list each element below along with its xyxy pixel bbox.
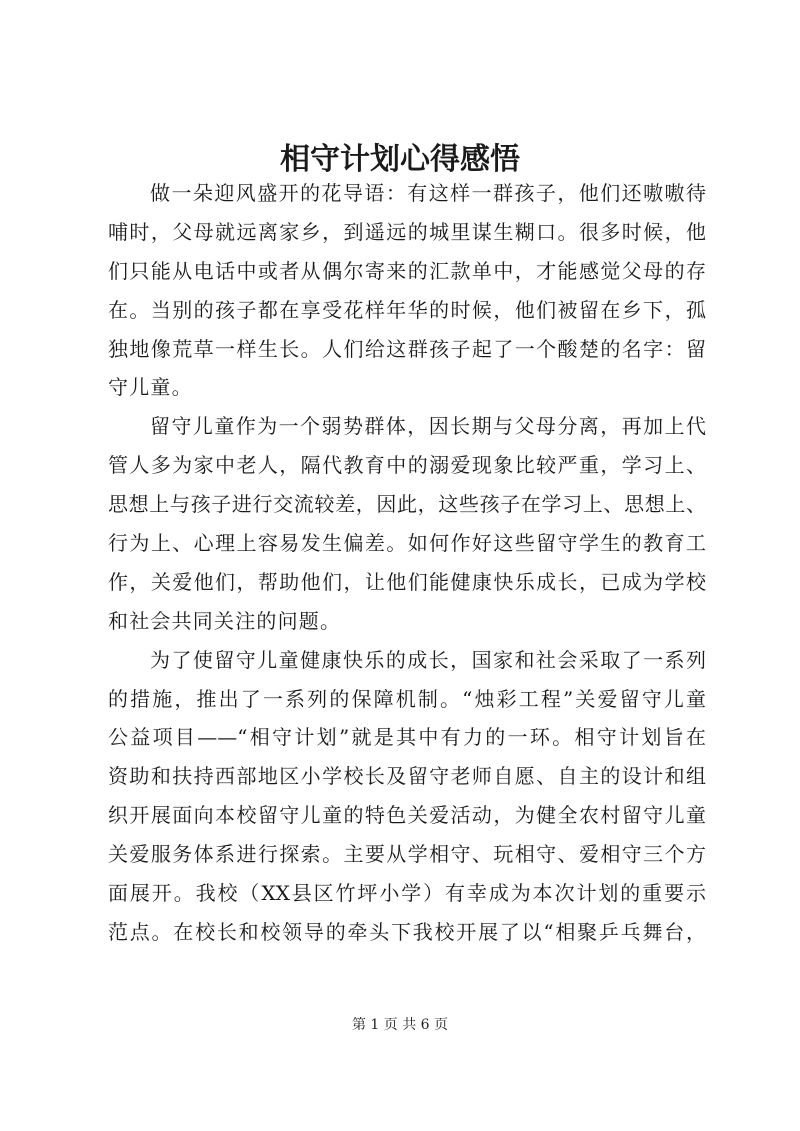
paragraph-line: 资助和扶持西部地区小学校长及留守老师自愿、自主的设计和组 [108,764,706,789]
paragraph-line: 独地像荒草一样生长。人们给这群孩子起了一个酸楚的名字：留 [108,336,706,361]
paragraph-line: 公益项目——“相守计划”就是其中有力的一环。相守计划旨在 [108,725,706,750]
paragraph-line: 面展开。我校（XX县区竹坪小学）有幸成为本次计划的重要示 [108,881,706,906]
paragraph-line: 做一朵迎风盛开的花导语：有这样一群孩子，他们还嗷嗷待 [150,181,706,205]
paragraph-line: 关爱服务体系进行探索。主要从学相守、玩相守、爱相守三个方 [108,842,706,867]
paragraph-line: 作，关爱他们，帮助他们，让他们能健康快乐成长，已成为学校 [108,569,706,594]
paragraph-line: 守儿童。 [108,375,193,400]
paragraph-line: 的措施，推出了一系列的保障机制。“烛彩工程”关爱留守儿童 [108,686,706,711]
document-body [108,174,706,952]
paragraph-line: 织开展面向本校留守儿童的特色关爱活动，为健全农村留守儿童 [108,803,706,828]
paragraph-line: 哺时，父母就远离家乡，到遥远的城里谋生糊口。很多时候，他 [108,219,706,244]
paragraph-line: 思想上与孩子进行交流较差，因此，这些孩子在学习上、思想上、 [108,492,706,517]
document-title: 相守计划心得感悟 [280,142,520,177]
paragraph-line: 范点。在校长和校领导的牵头下我校开展了以“相聚乒乓舞台， [108,919,706,944]
paragraph-line: 们只能从电话中或者从偶尔寄来的汇款单中，才能感觉父母的存 [108,258,706,283]
paragraph-line: 和社会共同关注的问题。 [108,608,342,633]
page-number-footer: 第 1 页 共 6 页 [351,1017,449,1033]
paragraph-line: 行为上、心理上容易发生偏差。如何作好这些留守学生的教育工 [108,531,706,556]
paragraph-line: 为了使留守儿童健康快乐的成长，国家和社会采取了一系列 [150,647,706,672]
paragraph-line: 留守儿童作为一个弱势群体，因长期与父母分离，再加上代 [150,414,706,439]
paragraph-line: 在。当别的孩子都在享受花样年华的时候，他们被留在乡下，孤 [108,297,706,322]
paragraph-line: 管人多为家中老人，隔代教育中的溺爱现象比较严重，学习上、 [108,453,706,478]
